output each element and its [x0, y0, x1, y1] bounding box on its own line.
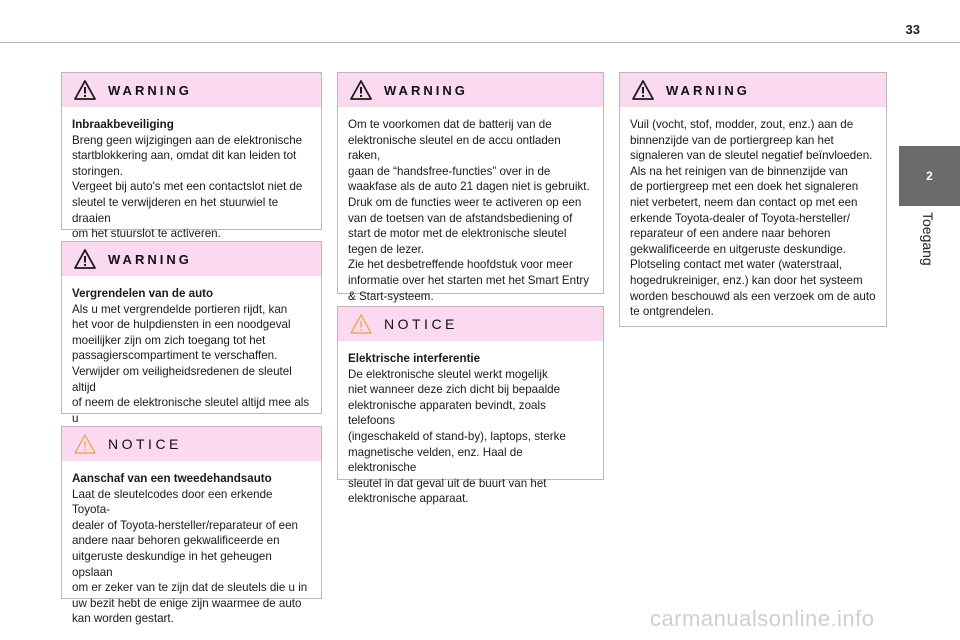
notice-lead: Elektrische interferentie: [348, 352, 481, 365]
notice-header: [338, 307, 603, 341]
warning-text: Vuil (vocht, stof, modder, zout, enz.) aan de binnenzijde van de portiergreep kan het signaleren van de sleutel negatief beïnvloeden. Als na het reinigen van de binnenzijde van de portiergreep met een doek het signaleren niet verbetert, neem dan contact op met een erkende Toyota-dealer of Toyota-hersteller/ reparateur of een andere naar behoren gekwalificeerde en uitgeruste deskundige. Plotseling contact met water (waterstraal, hogedrukreiniger, enz.) kan door het systeem worden beschouwd als een verzoek om de auto te ontgrendelen.: [630, 118, 876, 319]
warning-box-door-handle: [619, 72, 887, 327]
notice-body: [62, 461, 321, 635]
warning-box-locking: [61, 241, 322, 425]
warning-title: WARNING: [666, 82, 750, 98]
warning-header: [620, 73, 886, 107]
warning-title: WARNING: [108, 251, 192, 267]
notice-triangle-icon: [74, 434, 96, 454]
warning-text: Breng geen wijzigingen aan de elektronische startblokkering aan, omdat dit kan leiden tot storingen. Vergeet bij auto's met een contactslot niet de sleutel te verwijderen en het stuurwiel te draaien om het stuurslot te activeren.: [72, 133, 303, 241]
warning-body: [338, 107, 603, 312]
warning-header: [62, 242, 321, 276]
notice-text: Laat de sleutelcodes door een erkende Toyota- dealer of Toyota-hersteller/reparateur of een andere naar behoren gekwalificeerde en uitgeruste deskundige in het geheugen opslaan om er zeker van te zijn dat de sleutels die u in uw bezit hebt de enige zijn waarmee de auto kan worden gestart.: [72, 487, 308, 626]
notice-body: [338, 341, 603, 515]
warning-triangle-icon: [350, 80, 372, 100]
warning-title: WARNING: [384, 82, 468, 98]
page-number: 33: [905, 22, 920, 37]
notice-header: [62, 427, 321, 461]
warning-body: [620, 107, 886, 328]
warning-body: [62, 276, 321, 450]
warning-header: [338, 73, 603, 107]
chapter-number: 2: [926, 169, 933, 183]
warning-header: [62, 73, 321, 107]
warning-box-battery: [337, 72, 604, 303]
notice-triangle-icon: [350, 314, 372, 334]
chapter-label: Toegang: [920, 212, 936, 266]
header-divider: [0, 42, 960, 43]
warning-box-anti-theft: [61, 72, 322, 241]
notice-text: De elektronische sleutel werkt mogelijk niet wanneer deze zich dicht bij bepaalde elektronische apparaten bevindt, zoals telefoons (ingeschakeld of stand-by), laptops, sterke magnetische velden, enz. Haal de elektronische sleutel in dat geval uit de buurt van het elektronische apparaat.: [348, 367, 566, 506]
warning-lead: Vergrendelen van de auto: [72, 287, 214, 300]
warning-lead: Inbraakbeveiliging: [72, 118, 174, 131]
notice-box-used-car: [61, 426, 322, 626]
warning-triangle-icon: [74, 249, 96, 269]
warning-text: Als u met vergrendelde portieren rijdt, kan het voor de hulpdiensten in een noodgeval moeilijker zijn om zich toegang tot het passagierscompartiment te verschaffen. Verwijder om veiligheidsredenen de sleutel altijd of neem de elektronische sleutel altijd mee als u: [72, 302, 310, 425]
notice-lead: Aanschaf van een tweedehandsauto: [72, 472, 272, 485]
warning-text: Om te voorkomen dat de batterij van de elektronische sleutel en de accu ontladen raken, gaan de “handsfree-functies” over in de waakfase als de auto 21 dagen niet is gebruikt. Druk om de functies weer te activeren op een van de toetsen van de afstandsbediening of start de motor met de elektronische sleutel tegen de lezer. Zie het desbetreffende hoofdstuk voor meer informatie over het starten met het Smart Entry & Start-systeem.: [348, 118, 590, 303]
warning-triangle-icon: [632, 80, 654, 100]
notice-title: NOTICE: [108, 436, 182, 452]
warning-body: [62, 107, 321, 250]
warning-title: WARNING: [108, 82, 192, 98]
notice-title: NOTICE: [384, 316, 458, 332]
watermark: carmanualsonline.info: [650, 606, 875, 631]
notice-box-interference: [337, 306, 604, 506]
warning-triangle-icon: [74, 80, 96, 100]
chapter-tab[interactable]: [899, 146, 960, 206]
